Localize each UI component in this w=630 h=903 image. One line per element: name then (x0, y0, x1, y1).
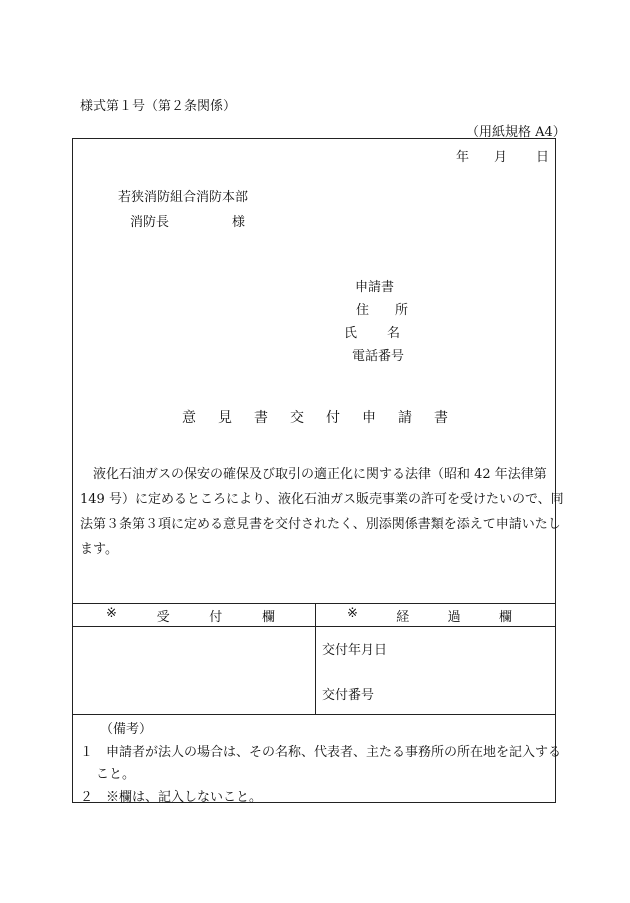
header-char: ※ (347, 606, 358, 621)
title-char: 交 (290, 410, 315, 426)
header-char: 付 (209, 610, 223, 625)
note-2: ２ ※欄は、記入しないこと。 (80, 790, 263, 805)
paper-size-label: （用紙規格 A4） (466, 125, 566, 140)
date-day-label: 日 (536, 150, 550, 165)
header-char: 経 (396, 610, 410, 625)
address-char-1: 住 (356, 303, 370, 318)
title-char: 意 (182, 410, 207, 426)
issue-date-label: 交付年月日 (322, 643, 388, 658)
addressee-organization: 若狭消防組合消防本部 (118, 190, 249, 205)
header-char: ※ (106, 606, 117, 621)
title-char: 書 (434, 410, 459, 426)
form-number: 様式第１号（第２条関係） (80, 99, 237, 114)
name-char-2: 名 (387, 326, 401, 341)
title-char: 書 (254, 410, 279, 426)
title-char: 請 (398, 410, 423, 426)
body-paragraph (80, 462, 564, 562)
header-char: 欄 (261, 610, 275, 625)
applicant-label: 申請書 (355, 280, 395, 295)
note-1: １ 申請者が法人の場合は、その名称、代表者、主たる事務所の所在地を記入する (80, 745, 562, 760)
address-char-2: 所 (395, 303, 409, 318)
title-char: 申 (362, 410, 387, 426)
body-line: 液化石油ガスの保安の確保及び取引の適正化に関する法律（昭和 42 年法律第 (93, 467, 547, 482)
header-char: 欄 (498, 610, 512, 625)
phone-label: 電話番号 (352, 349, 405, 364)
progress-column-header (315, 606, 556, 625)
title-char: 見 (218, 410, 243, 426)
notes-title: （備考） (100, 722, 153, 737)
date-year-label: 年 (456, 150, 470, 165)
name-label (344, 322, 400, 341)
addressee-title: 消防長 (130, 215, 170, 230)
issue-number-label: 交付番号 (322, 688, 375, 703)
document-title (0, 407, 630, 427)
body-line: 149 号）に定めるところにより、液化石油ガス販売事業の許可を受けたいので、同 (80, 492, 564, 507)
title-char: 付 (326, 410, 351, 426)
table-top-border (72, 603, 556, 604)
header-char: 過 (447, 610, 461, 625)
body-line: ます。 (80, 542, 118, 557)
reception-column-header (72, 606, 315, 625)
header-char: 受 (156, 610, 170, 625)
date-month-label: 月 (494, 150, 508, 165)
table-header-border (72, 626, 556, 627)
body-line: 法第３条第３項に定める意見書を交付されたく、別添関係書類を添えて申請いたし (80, 517, 561, 532)
note-1-continuation: こと。 (96, 767, 136, 782)
name-char-1: 氏 (344, 326, 358, 341)
address-label (356, 299, 408, 318)
table-bottom-border (72, 714, 556, 715)
addressee-honorific: 様 (232, 215, 246, 230)
